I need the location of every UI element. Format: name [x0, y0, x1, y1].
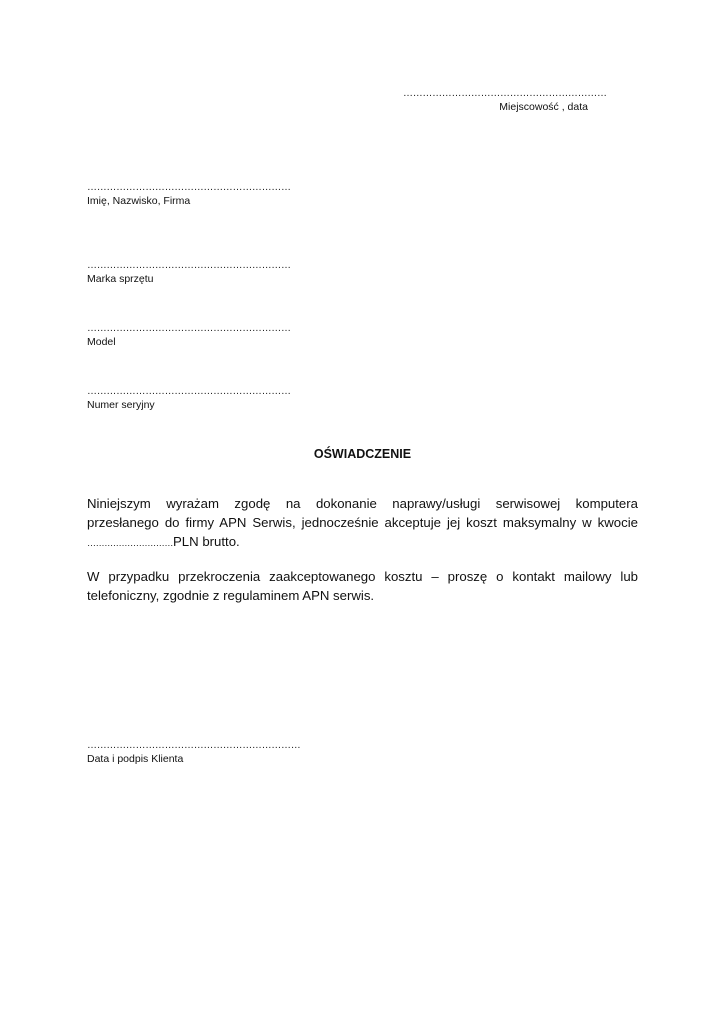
serial-dotted-line: ……………………………………………………… [87, 386, 291, 397]
brand-label: Marka sprzętu [87, 273, 154, 285]
amount-dotted-line: ………………………… [87, 538, 174, 548]
overrun-line-2: telefoniczny, zgodnie z regulaminem APN serwis. [87, 588, 375, 603]
place-date-block [403, 88, 607, 114]
amount-currency-label: PLN brutto. [173, 534, 240, 549]
name-field [87, 182, 291, 208]
consent-paragraph [87, 494, 638, 553]
name-dotted-line: ……………………………………………………… [87, 182, 291, 193]
model-field [87, 323, 291, 349]
signature-field [87, 740, 301, 766]
consent-line-2: przesłanego do firmy APN Serwis, jednocześnie akceptuje jej koszt maksymalny w kwocie [87, 515, 638, 530]
serial-label: Numer seryjny [87, 399, 155, 411]
document-title: OŚWIADCZENIE [313, 447, 412, 461]
consent-line-3 [87, 532, 638, 553]
consent-line-1: Niniejszym wyrażam zgodę na dokonanie naprawy/usługi serwisowej komputera [87, 496, 638, 511]
place-date-label: Miejscowość , data [499, 101, 588, 113]
brand-field [87, 260, 291, 286]
serial-field [87, 386, 291, 412]
brand-dotted-line: ……………………………………………………… [87, 260, 291, 271]
model-label: Model [87, 336, 116, 348]
signature-dotted-line: ………………………………………………………… [87, 740, 301, 751]
name-label: Imię, Nazwisko, Firma [87, 195, 191, 207]
overrun-paragraph [87, 567, 638, 605]
place-date-dotted-line: ……………………………………………………… [403, 88, 607, 99]
signature-label: Data i podpis Klienta [87, 753, 184, 765]
overrun-line-1: W przypadku przekroczenia zaakceptowanego kosztu – proszę o kontakt mailowy lub [87, 569, 638, 584]
model-dotted-line: ……………………………………………………… [87, 323, 291, 334]
